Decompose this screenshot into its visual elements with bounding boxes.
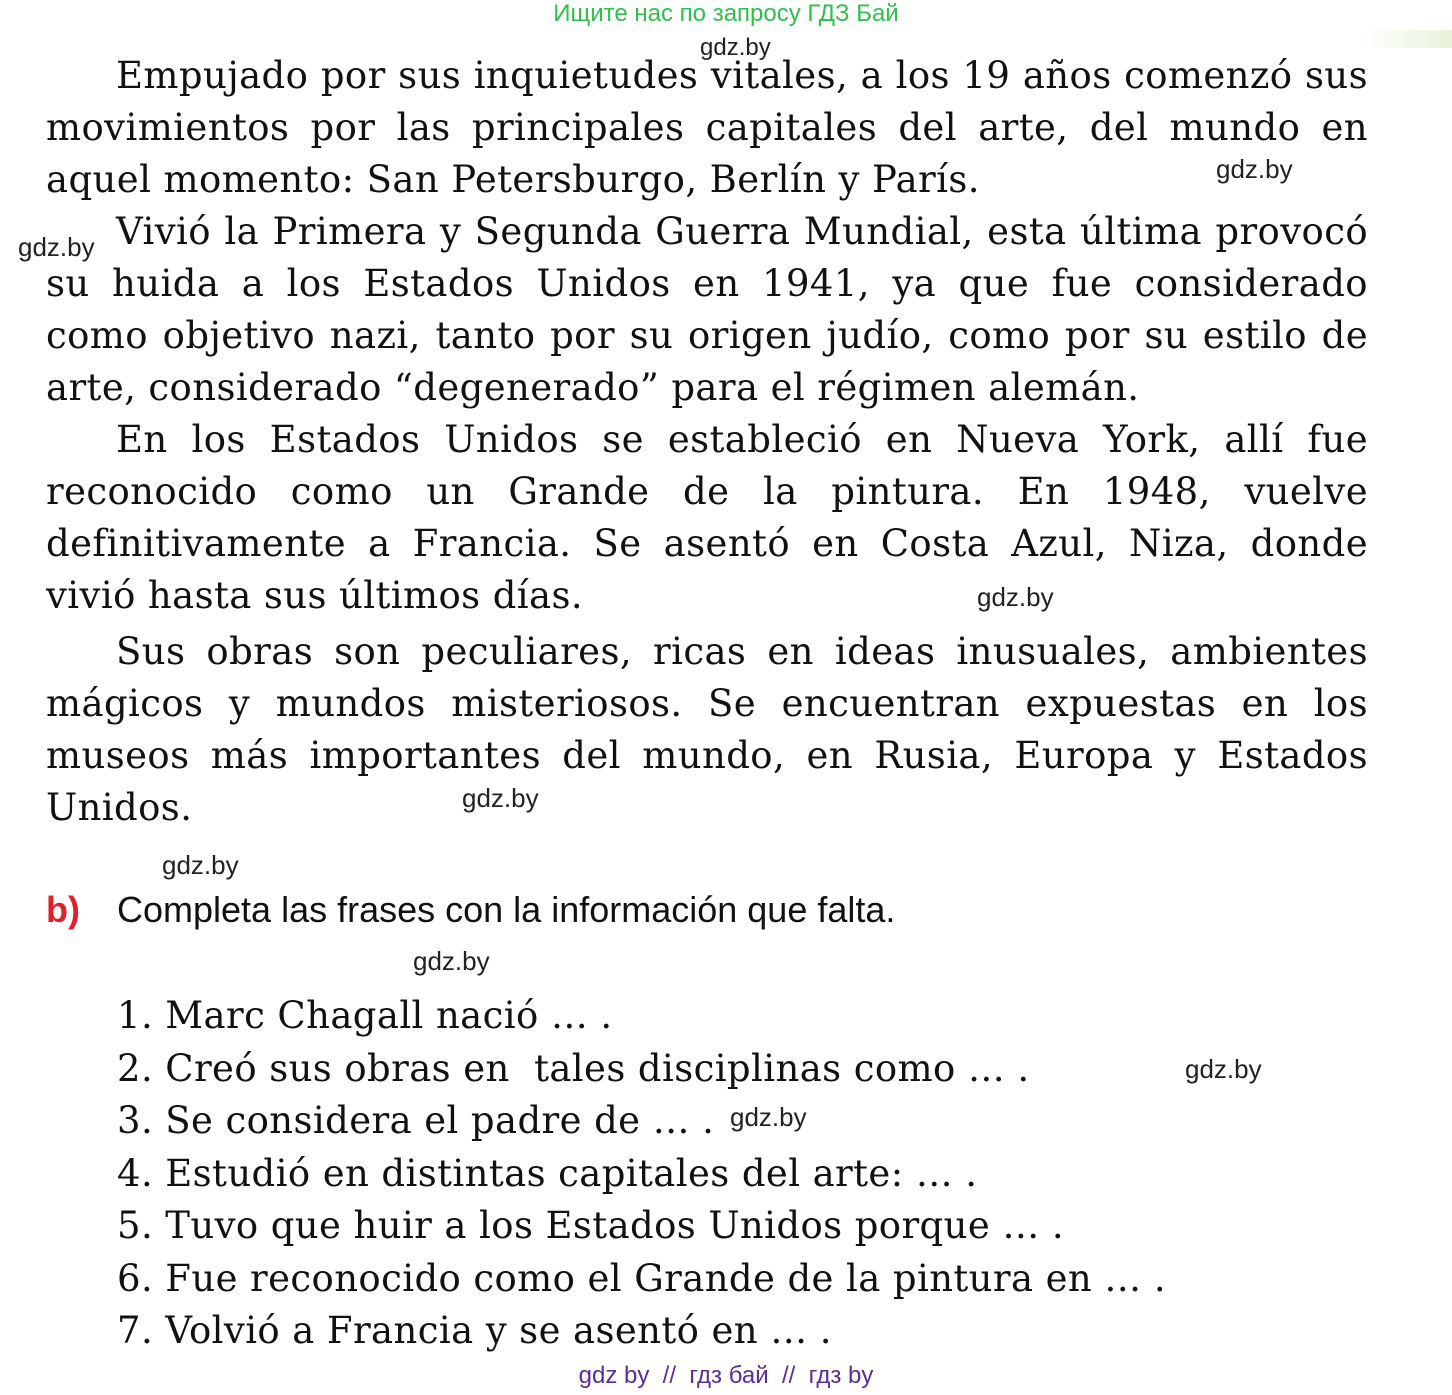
watermark: gdz.by [730, 1102, 807, 1132]
question-item: 1. Marc Chagall nació … . [117, 994, 613, 1037]
watermark: gdz.by [977, 582, 1054, 612]
question-item: 5. Tuvo que huir a los Estados Unidos porque … . [117, 1204, 1065, 1247]
watermark: gdz.by [462, 783, 539, 813]
watermark: gdz.by [162, 850, 239, 880]
question-item: 4. Estudió en distintas capitales del arte: … . [117, 1151, 978, 1195]
watermark: gdz.by [1185, 1054, 1262, 1084]
watermark: gdz.by [18, 232, 95, 262]
question-item: 3. Se considera el padre de … . [117, 1099, 715, 1142]
watermark: gdz.by [1216, 154, 1293, 184]
corner-decoration [1362, 30, 1452, 48]
watermark: gdz.by [413, 946, 490, 976]
question-item: 6. Fue reconocido como el Grande de la pintura en … . [117, 1256, 1167, 1300]
question-list [117, 990, 1166, 1358]
task-letter: b) [46, 889, 80, 930]
task-instruction: Completa las frases con la información que falta. [117, 889, 896, 930]
footer-links[interactable]: gdz by // гдз бай // гдз by [578, 1362, 874, 1389]
paragraph-works: Sus obras son peculiares, ricas en ideas inusuales, ambientes mágicos y mundos misteriosos. Se encuentran expuestas en los museos más importantes del mundo, en Rusia, Europa y Estados Unidos. [46, 630, 1368, 829]
watermark: gdz.by [700, 34, 771, 61]
paragraph-new-york: En los Estados Unidos se estableció en Nueva York, allí fue reconocido como un Grande de la pintura. En 1948, vuelve definitivamente a Francia. Se asentó en Costa Azul, Niza, donde vivió hasta sus últimos días. [46, 418, 1368, 617]
question-item: 2. Creó sus obras en tales disciplinas como … . [117, 1046, 1030, 1090]
paragraph-travels: Empujado por sus inquietudes vitales, a los 19 años comenzó sus movimientos por las principales capitales del arte, del mundo en aquel momento: San Petersburgo, Berlín y París. [46, 54, 1368, 201]
paragraph-war: Vivió la Primera y Segunda Guerra Mundial, esta última provocó su huida a los Estados Unidos en 1941, ya que fue considerado como objetivo nazi, tanto por su origen judío, como por su estilo de arte, considerado “degenerado” para el régimen alemán. [46, 210, 1368, 409]
question-item: 7. Volvió a Francia y se asentó en … . [117, 1309, 832, 1352]
top-banner[interactable]: Ищите нас по запросу ГДЗ Бай [553, 0, 899, 27]
